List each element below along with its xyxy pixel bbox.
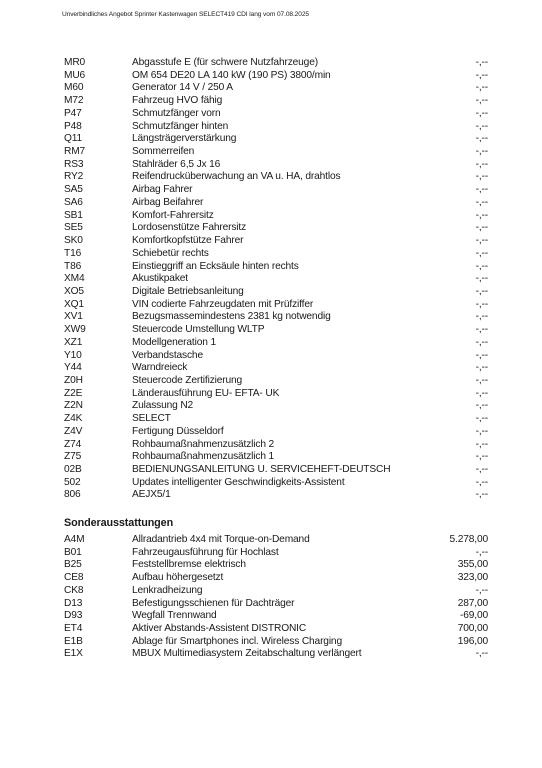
equipment-description: Schmutzfänger vorn — [132, 107, 221, 119]
equipment-code: E1X — [64, 648, 83, 660]
equipment-code: Z4V — [64, 425, 83, 437]
equipment-price: -,-- — [475, 476, 488, 488]
equipment-description: Generator 14 V / 250 A — [132, 82, 233, 94]
equipment-code: RM7 — [64, 146, 86, 158]
equipment-row — [64, 337, 488, 350]
equipment-code: 502 — [64, 476, 81, 488]
equipment-row — [64, 464, 488, 477]
equipment-row — [64, 121, 488, 134]
equipment-code: SE5 — [64, 222, 83, 234]
equipment-code: Q11 — [64, 133, 83, 145]
equipment-row — [64, 133, 488, 146]
equipment-price: -,-- — [475, 107, 488, 119]
equipment-description: Komfort-Fahrersitz — [132, 209, 214, 221]
equipment-row — [64, 477, 488, 490]
equipment-code: ET4 — [64, 623, 83, 635]
equipment-row — [64, 184, 488, 197]
equipment-price: -,-- — [475, 648, 488, 660]
standard-equipment-list — [64, 57, 488, 502]
equipment-price: -,-- — [475, 222, 488, 234]
equipment-row — [64, 489, 488, 502]
equipment-price: -,-- — [475, 285, 488, 297]
equipment-row — [64, 636, 488, 649]
equipment-row — [64, 210, 488, 223]
equipment-code: P47 — [64, 107, 82, 119]
equipment-price: -,-- — [475, 184, 488, 196]
equipment-code: SA5 — [64, 184, 83, 196]
equipment-description: Zulassung N2 — [132, 400, 194, 412]
equipment-description: Akustikpaket — [132, 273, 188, 285]
equipment-code: XQ1 — [64, 298, 84, 310]
equipment-price: -,-- — [475, 209, 488, 221]
equipment-row — [64, 451, 488, 464]
equipment-price: 700,00 — [457, 623, 488, 635]
equipment-description: Aufbau höhergesetzt — [132, 572, 224, 584]
equipment-price: -,-- — [475, 546, 488, 558]
equipment-description: Modellgeneration 1 — [132, 336, 216, 348]
equipment-description: Ablage für Smartphones incl. Wireless Charging — [132, 635, 342, 647]
equipment-description: Allradantrieb 4x4 mit Torque-on-Demand — [132, 534, 310, 545]
equipment-price: -,-- — [475, 464, 488, 475]
equipment-price: -,-- — [475, 196, 488, 208]
equipment-code: M60 — [64, 82, 84, 94]
equipment-code: XV1 — [64, 311, 83, 323]
equipment-description: VIN codierte Fahrzeugdaten mit Prüfziffer — [132, 298, 314, 310]
equipment-row — [64, 585, 488, 598]
equipment-description: Reifendrucküberwachung an VA u. HA, drahtlos — [132, 171, 341, 183]
equipment-code: Z74 — [64, 438, 82, 450]
equipment-row — [64, 299, 488, 312]
equipment-description: Aktiver Abstands-Assistent DISTRONIC — [132, 623, 307, 635]
equipment-description: Befestigungsschienen für Dachträger — [132, 597, 295, 609]
equipment-description: Einstieggriff an Ecksäule hinten rechts — [132, 260, 299, 272]
equipment-code: Z2E — [64, 387, 83, 399]
equipment-row — [64, 286, 488, 299]
equipment-row — [64, 610, 488, 623]
equipment-row — [64, 426, 488, 439]
equipment-description: Wegfall Trennwand — [132, 610, 217, 622]
equipment-description: SELECT — [132, 413, 171, 425]
equipment-row — [64, 375, 488, 388]
equipment-description: OM 654 DE20 LA 140 kW (190 PS) 3800/min — [132, 69, 331, 81]
equipment-price: -,-- — [475, 273, 488, 285]
equipment-row — [64, 623, 488, 636]
equipment-price: -,-- — [475, 247, 488, 259]
equipment-description: MBUX Multimediasystem Zeitabschaltung verlängert — [132, 648, 362, 660]
equipment-code: Z2N — [64, 400, 83, 412]
equipment-code: B25 — [64, 559, 82, 571]
equipment-description: Schmutzfänger hinten — [132, 120, 229, 132]
equipment-price: -,-- — [475, 451, 488, 463]
equipment-price: -,-- — [475, 425, 488, 437]
equipment-price: -,-- — [475, 336, 488, 348]
equipment-description: Airbag Fahrer — [132, 184, 193, 196]
equipment-row — [64, 197, 488, 210]
equipment-row — [64, 324, 488, 337]
equipment-code: P48 — [64, 120, 82, 132]
equipment-row — [64, 82, 488, 95]
equipment-code: B01 — [64, 546, 82, 558]
equipment-description: Sommerreifen — [132, 146, 195, 158]
equipment-code: MR0 — [64, 57, 86, 68]
equipment-description: Länderausführung EU- EFTA- UK — [132, 387, 280, 399]
equipment-price: -69,00 — [460, 610, 488, 622]
equipment-code: Z75 — [64, 451, 82, 463]
equipment-price: -,-- — [475, 260, 488, 272]
equipment-row — [64, 311, 488, 324]
equipment-description: Rohbaumaßnahmenzusätzlich 1 — [132, 451, 275, 463]
equipment-description: Bezugsmassemindestens 2381 kg notwendig — [132, 311, 331, 323]
equipment-row — [64, 350, 488, 363]
equipment-price: 5.278,00 — [449, 534, 488, 545]
equipment-row — [64, 413, 488, 426]
equipment-price: -,-- — [475, 413, 488, 425]
equipment-price: -,-- — [475, 235, 488, 247]
equipment-description: Digitale Betriebsanleitung — [132, 285, 244, 297]
equipment-row — [64, 261, 488, 274]
equipment-row — [64, 572, 488, 585]
equipment-code: SK0 — [64, 235, 83, 247]
equipment-description: Fahrzeugausführung für Hochlast — [132, 546, 279, 558]
equipment-price: 355,00 — [457, 559, 488, 571]
equipment-description: AEJX5/1 — [132, 489, 171, 501]
equipment-description: Lordosenstütze Fahrersitz — [132, 222, 247, 234]
equipment-price: -,-- — [475, 489, 488, 501]
equipment-code: M72 — [64, 95, 84, 107]
equipment-price: -,-- — [475, 158, 488, 170]
equipment-row — [64, 273, 488, 286]
equipment-code: 806 — [64, 489, 81, 501]
equipment-row — [64, 534, 488, 547]
equipment-row — [64, 400, 488, 413]
equipment-code: A4M — [64, 534, 85, 545]
equipment-description: Airbag Beifahrer — [132, 196, 204, 208]
equipment-price: -,-- — [475, 438, 488, 450]
equipment-code: Z4K — [64, 413, 83, 425]
equipment-description: Steuercode Umstellung WLTP — [132, 324, 265, 336]
equipment-row — [64, 108, 488, 121]
equipment-description: Lenkradheizung — [132, 584, 203, 596]
equipment-price: -,-- — [475, 171, 488, 183]
equipment-code: XM4 — [64, 273, 85, 285]
equipment-code: Y10 — [64, 349, 82, 361]
equipment-price: -,-- — [475, 400, 488, 412]
equipment-row — [64, 248, 488, 261]
equipment-price: -,-- — [475, 362, 488, 374]
equipment-row — [64, 222, 488, 235]
equipment-row — [64, 598, 488, 611]
equipment-price: -,-- — [475, 57, 488, 68]
equipment-description: Stahlräder 6,5 Jx 16 — [132, 158, 221, 170]
equipment-row — [64, 57, 488, 70]
options-section-title: Sonderausstattungen — [64, 517, 174, 529]
equipment-description: Abgasstufe E (für schwere Nutzfahrzeuge) — [132, 57, 318, 68]
equipment-code: XO5 — [64, 285, 84, 297]
document-header: Unverbindliches Angebot Sprinter Kastenwagen SELECT419 CDI lang vom 07.08.2025 — [62, 11, 309, 18]
equipment-code: CK8 — [64, 584, 84, 596]
equipment-description: Warndreieck — [132, 362, 188, 374]
equipment-row — [64, 171, 488, 184]
equipment-description: Steuercode Zertifizierung — [132, 374, 243, 386]
equipment-description: Updates intelligenter Geschwindigkeits-Assistent — [132, 476, 345, 488]
equipment-price: -,-- — [475, 311, 488, 323]
equipment-row — [64, 362, 488, 375]
equipment-code: XW9 — [64, 324, 86, 336]
equipment-row — [64, 159, 488, 172]
equipment-description: Rohbaumaßnahmenzusätzlich 2 — [132, 438, 275, 450]
equipment-code: MU6 — [64, 69, 86, 81]
equipment-code: RY2 — [64, 171, 84, 183]
equipment-code: 02B — [64, 464, 82, 475]
equipment-description: Fahrzeug HVO fähig — [132, 95, 223, 107]
equipment-row — [64, 559, 488, 572]
equipment-price: -,-- — [475, 387, 488, 399]
equipment-price: 196,00 — [457, 635, 488, 647]
equipment-price: 287,00 — [457, 597, 488, 609]
equipment-code: RS3 — [64, 158, 84, 170]
equipment-description: Verbandstasche — [132, 349, 203, 361]
equipment-description: Feststellbremse elektrisch — [132, 559, 246, 571]
equipment-row — [64, 439, 488, 452]
equipment-row — [64, 388, 488, 401]
equipment-row — [64, 95, 488, 108]
equipment-price: -,-- — [475, 349, 488, 361]
equipment-row — [64, 235, 488, 248]
equipment-row — [64, 648, 488, 661]
equipment-code: D13 — [64, 597, 83, 609]
equipment-price: -,-- — [475, 120, 488, 132]
equipment-code: CE8 — [64, 572, 84, 584]
equipment-row — [64, 70, 488, 83]
equipment-description: Längsträgerverstärkung — [132, 133, 237, 145]
equipment-code: Z0H — [64, 374, 83, 386]
equipment-price: -,-- — [475, 324, 488, 336]
equipment-price: -,-- — [475, 133, 488, 145]
equipment-price: -,-- — [475, 95, 488, 107]
equipment-code: XZ1 — [64, 336, 83, 348]
equipment-price: -,-- — [475, 298, 488, 310]
equipment-price: -,-- — [475, 584, 488, 596]
equipment-code: T86 — [64, 260, 82, 272]
equipment-code: Y44 — [64, 362, 82, 374]
equipment-description: Schiebetür rechts — [132, 247, 209, 259]
equipment-price: -,-- — [475, 374, 488, 386]
equipment-price: -,-- — [475, 146, 488, 158]
equipment-row — [64, 547, 488, 560]
special-equipment-list — [64, 534, 488, 661]
equipment-price: -,-- — [475, 69, 488, 81]
equipment-description: Komfortkopfstütze Fahrer — [132, 235, 244, 247]
equipment-row — [64, 146, 488, 159]
equipment-price: 323,00 — [457, 572, 488, 584]
equipment-description: BEDIENUNGSANLEITUNG U. SERVICEHEFT-DEUTSCH — [132, 464, 391, 475]
equipment-code: SA6 — [64, 196, 83, 208]
equipment-code: T16 — [64, 247, 82, 259]
equipment-price: -,-- — [475, 82, 488, 94]
equipment-code: E1B — [64, 635, 83, 647]
equipment-code: SB1 — [64, 209, 83, 221]
equipment-code: D93 — [64, 610, 83, 622]
equipment-description: Fertigung Düsseldorf — [132, 425, 224, 437]
